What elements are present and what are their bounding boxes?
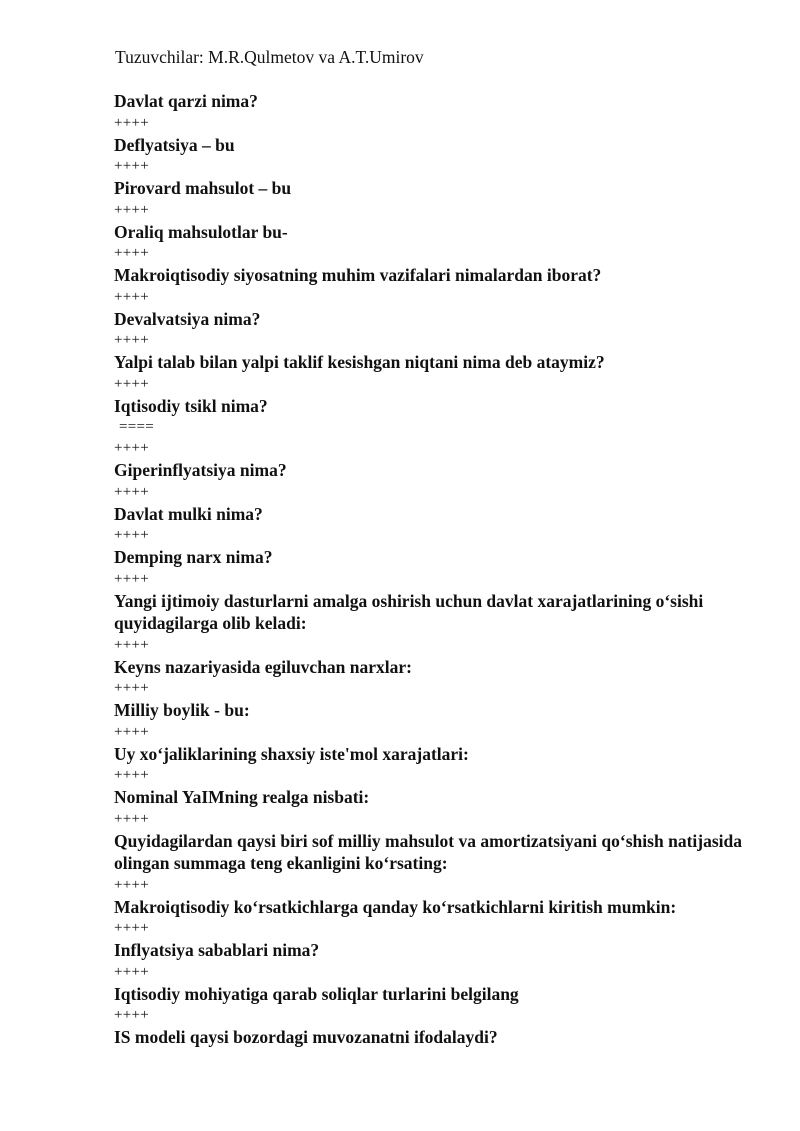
plus-separator: ++++ [114, 767, 150, 783]
plus-separator: ++++ [114, 810, 150, 827]
question-text: Demping narx nima? [114, 547, 273, 567]
question-text: Davlat mulki nima? [114, 503, 263, 524]
page-header: Tuzuvchilar: M.R.Qulmetov va A.T.Umirov [115, 47, 424, 67]
plus-separator: ++++ [114, 876, 150, 893]
plus-separator: ++++ [114, 570, 150, 587]
plus-separator: ++++ [114, 201, 150, 218]
plus-separator: ++++ [114, 920, 150, 936]
plus-separator: ++++ [114, 680, 150, 696]
plus-separator: ++++ [114, 375, 150, 392]
plus-separator: ++++ [114, 723, 150, 740]
plus-separator: ++++ [114, 245, 150, 261]
question-text: Yangi ijtimoiy dasturlarni amalga oshirish uchun davlat xarajatlarining o‘sishi quyidagilarga olib keladi: [114, 590, 704, 633]
question-text: Makroiqtisodiy siyosatning muhim vazifalari nimalardan iborat? [114, 265, 602, 285]
question-text: IS modeli qaysi bozordagi muvozanatni ifodalaydi? [114, 1027, 498, 1047]
question-list [114, 90, 742, 1049]
plus-separator: ++++ [114, 288, 150, 305]
plus-separator: ++++ [114, 636, 150, 653]
question-text: Keyns nazariyasida egiluvchan narxlar: [114, 656, 412, 677]
question-text: Devalvatsiya nima? [114, 308, 261, 329]
plus-separator: ++++ [114, 1007, 150, 1023]
plus-separator: ++++ [114, 158, 150, 174]
plus-separator: ++++ [114, 440, 150, 456]
plus-separator: ++++ [114, 332, 150, 348]
plus-separator: ++++ [114, 963, 150, 980]
question-text: Nominal YaIMning realga nisbati: [114, 787, 370, 807]
equals-separator: ==== [119, 419, 155, 435]
question-text: Milliy boylik - bu: [114, 700, 250, 720]
question-text: Quyidagilardan qaysi biri sof milliy mahsulot va amortizatsiyani qo‘shish natijasida olingan summaga teng ekanligini ko‘rsating: [114, 830, 742, 873]
question-text: Uy xo‘jaliklarining shaxsiy iste'mol xarajatlari: [114, 743, 469, 764]
question-text: Pirovard mahsulot – bu [114, 178, 292, 198]
question-text: Oraliq mahsulotlar bu- [114, 221, 288, 242]
plus-separator: ++++ [114, 483, 150, 500]
question-text: Deflyatsiya – bu [114, 134, 235, 155]
question-text: Davlat qarzi nima? [114, 91, 258, 111]
plus-separator: ++++ [114, 527, 150, 543]
question-text: Inflyatsiya sabablari nima? [114, 940, 320, 960]
question-text: Giperinflyatsiya nima? [114, 460, 287, 480]
question-text: Iqtisodiy tsikl nima? [114, 395, 268, 416]
question-text: Makroiqtisodiy ko‘rsatkichlarga qanday ko‘rsatkichlarni kiritish mumkin: [114, 896, 677, 917]
question-text: Iqtisodiy mohiyatiga qarab soliqlar turlarini belgilang [114, 983, 519, 1004]
plus-separator: ++++ [114, 114, 150, 131]
question-text: Yalpi talab bilan yalpi taklif kesishgan niqtani nima deb ataymiz? [114, 352, 605, 372]
